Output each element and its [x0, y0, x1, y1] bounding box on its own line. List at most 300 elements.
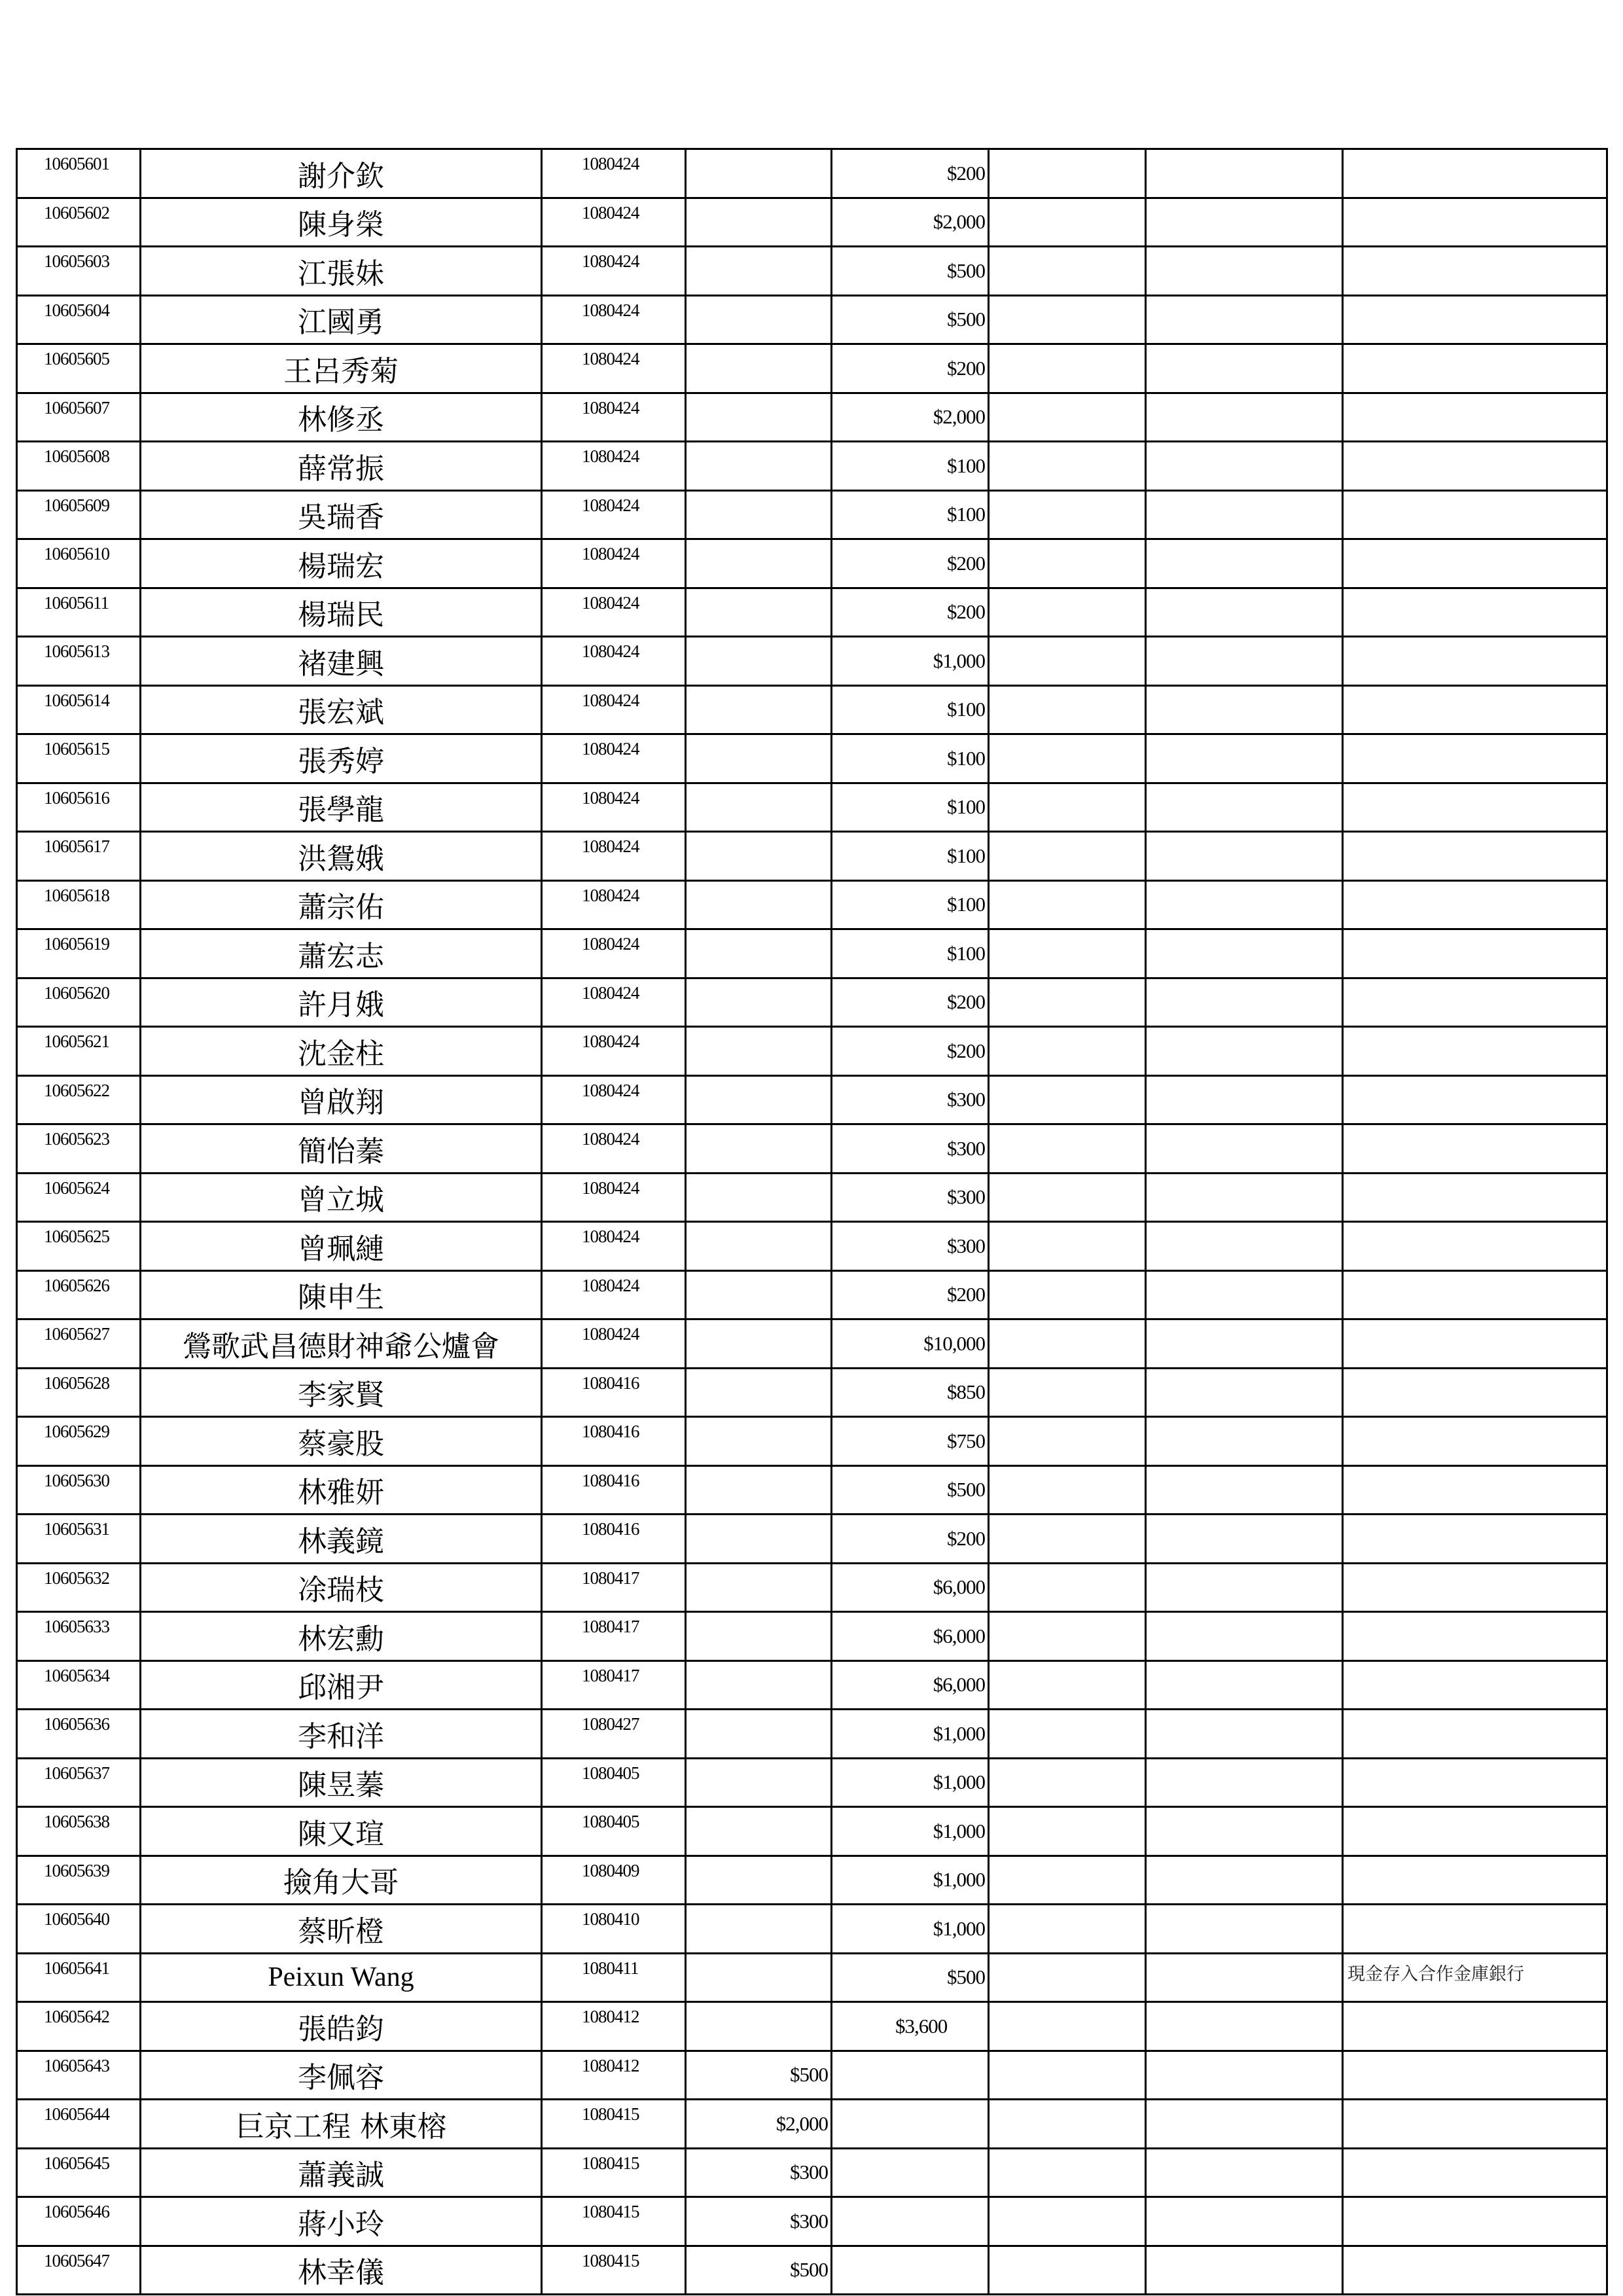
empty-cell	[989, 1465, 1146, 1515]
note-cell	[1343, 2148, 1607, 2197]
date-cell: 1080424	[542, 1173, 686, 1222]
date-cell: 1080424	[542, 198, 686, 247]
amount-b-cell: $200	[832, 588, 989, 637]
empty-cell	[989, 1417, 1146, 1466]
date-cell: 1080424	[542, 978, 686, 1027]
amount-a-cell: $300	[686, 2148, 832, 2197]
note-cell	[1343, 734, 1607, 783]
receipt-number-cell: 10605636	[17, 1710, 141, 1759]
empty-cell	[1146, 1660, 1343, 1710]
donor-name-cell: 蕭宏志	[141, 929, 542, 978]
amount-a-cell: $2,000	[686, 2100, 832, 2149]
empty-cell	[989, 1807, 1146, 1856]
table-row	[17, 2197, 1607, 2246]
donor-name-cell: 林修丞	[141, 393, 542, 442]
note-cell	[1343, 1173, 1607, 1222]
donor-name-cell: 陳身榮	[141, 198, 542, 247]
date-cell: 1080410	[542, 1905, 686, 1954]
note-cell: 現金存入合作金庫銀行	[1343, 1953, 1607, 2002]
empty-cell	[989, 734, 1146, 783]
amount-b-cell: $200	[832, 1027, 989, 1076]
table-row	[17, 1465, 1607, 1515]
empty-cell	[1146, 247, 1343, 296]
ledger-body	[17, 149, 1607, 2295]
amount-a-cell	[686, 1465, 832, 1515]
amount-a-cell	[686, 734, 832, 783]
receipt-number-cell: 10605631	[17, 1515, 141, 1564]
date-cell: 1080424	[542, 490, 686, 539]
donor-name-cell: Peixun Wang	[141, 1953, 542, 2002]
note-cell	[1343, 1807, 1607, 1856]
empty-cell	[989, 1563, 1146, 1612]
date-cell: 1080415	[542, 2148, 686, 2197]
amount-b-cell	[832, 2051, 989, 2100]
empty-cell	[1146, 1075, 1343, 1124]
empty-cell	[989, 2197, 1146, 2246]
table-row	[17, 1124, 1607, 1174]
amount-a-cell	[686, 1758, 832, 1807]
receipt-number-cell: 10605625	[17, 1222, 141, 1271]
amount-b-cell: $200	[832, 539, 989, 588]
empty-cell	[989, 442, 1146, 491]
amount-b-cell: $200	[832, 1270, 989, 1319]
amount-a-cell	[686, 149, 832, 198]
empty-cell	[1146, 393, 1343, 442]
receipt-number-cell: 10605637	[17, 1758, 141, 1807]
empty-cell	[1146, 1905, 1343, 1954]
amount-a-cell	[686, 1905, 832, 1954]
date-cell: 1080415	[542, 2100, 686, 2149]
note-cell	[1343, 1515, 1607, 1564]
receipt-number-cell: 10605643	[17, 2051, 141, 2100]
note-cell	[1343, 1905, 1607, 1954]
empty-cell	[1146, 490, 1343, 539]
date-cell: 1080416	[542, 1368, 686, 1417]
note-cell	[1343, 1660, 1607, 1710]
receipt-number-cell: 10605608	[17, 442, 141, 491]
amount-b-cell: $10,000	[832, 1319, 989, 1369]
date-cell: 1080424	[542, 832, 686, 881]
amount-a-cell	[686, 295, 832, 344]
donor-name-cell: 李佩容	[141, 2051, 542, 2100]
receipt-number-cell: 10605602	[17, 198, 141, 247]
amount-b-cell	[832, 2197, 989, 2246]
table-row	[17, 1660, 1607, 1710]
date-cell: 1080424	[542, 442, 686, 491]
amount-b-cell: $100	[832, 490, 989, 539]
empty-cell	[1146, 832, 1343, 881]
note-cell	[1343, 2100, 1607, 2149]
empty-cell	[1146, 1465, 1343, 1515]
donor-name-cell: 蔡豪股	[141, 1417, 542, 1466]
receipt-number-cell: 10605628	[17, 1368, 141, 1417]
note-cell	[1343, 247, 1607, 296]
donor-name-cell: 林幸儀	[141, 2246, 542, 2295]
amount-a-cell	[686, 929, 832, 978]
donor-name-cell: 楊瑞宏	[141, 539, 542, 588]
table-row	[17, 1173, 1607, 1222]
receipt-number-cell: 10605640	[17, 1905, 141, 1954]
empty-cell	[1146, 442, 1343, 491]
empty-cell	[1146, 1612, 1343, 1661]
amount-b-cell: $1,000	[832, 1758, 989, 1807]
empty-cell	[989, 1270, 1146, 1319]
amount-a-cell	[686, 393, 832, 442]
date-cell: 1080424	[542, 880, 686, 929]
amount-b-cell: $100	[832, 929, 989, 978]
receipt-number-cell: 10605609	[17, 490, 141, 539]
receipt-number-cell: 10605611	[17, 588, 141, 637]
receipt-number-cell: 10605619	[17, 929, 141, 978]
empty-cell	[1146, 1953, 1343, 2002]
receipt-number-cell: 10605605	[17, 344, 141, 393]
note-cell	[1343, 880, 1607, 929]
empty-cell	[1146, 295, 1343, 344]
empty-cell	[1146, 1222, 1343, 1271]
amount-b-cell: $6,000	[832, 1563, 989, 1612]
empty-cell	[1146, 734, 1343, 783]
donor-name-cell: 褚建興	[141, 637, 542, 686]
date-cell: 1080424	[542, 685, 686, 734]
receipt-number-cell: 10605629	[17, 1417, 141, 1466]
receipt-number-cell: 10605603	[17, 247, 141, 296]
table-row	[17, 783, 1607, 832]
amount-a-cell	[686, 490, 832, 539]
donor-name-cell: 蕭義誠	[141, 2148, 542, 2197]
empty-cell	[1146, 344, 1343, 393]
amount-a-cell	[686, 783, 832, 832]
date-cell: 1080417	[542, 1660, 686, 1710]
note-cell	[1343, 344, 1607, 393]
amount-a-cell	[686, 247, 832, 296]
amount-b-cell: $200	[832, 1515, 989, 1564]
amount-a-cell	[686, 539, 832, 588]
donor-name-cell: 李和洋	[141, 1710, 542, 1759]
amount-a-cell	[686, 1563, 832, 1612]
donor-name-cell: 李家賢	[141, 1368, 542, 1417]
date-cell: 1080416	[542, 1417, 686, 1466]
receipt-number-cell: 10605638	[17, 1807, 141, 1856]
amount-b-cell: $100	[832, 685, 989, 734]
amount-a-cell	[686, 1856, 832, 1905]
amount-b-cell: $200	[832, 978, 989, 1027]
date-cell: 1080417	[542, 1612, 686, 1661]
note-cell	[1343, 637, 1607, 686]
donor-name-cell: 鶯歌武昌德財神爺公爐會	[141, 1319, 542, 1369]
note-cell	[1343, 539, 1607, 588]
note-cell	[1343, 1417, 1607, 1466]
amount-b-cell: $1,000	[832, 1905, 989, 1954]
table-row	[17, 247, 1607, 296]
note-cell	[1343, 1124, 1607, 1174]
empty-cell	[989, 1075, 1146, 1124]
amount-b-cell: $200	[832, 344, 989, 393]
empty-cell	[989, 1368, 1146, 1417]
empty-cell	[989, 1856, 1146, 1905]
table-row	[17, 344, 1607, 393]
table-row	[17, 1222, 1607, 1271]
note-cell	[1343, 1465, 1607, 1515]
receipt-number-cell: 10605622	[17, 1075, 141, 1124]
amount-b-cell	[832, 2100, 989, 2149]
date-cell: 1080424	[542, 588, 686, 637]
date-cell: 1080411	[542, 1953, 686, 2002]
donor-name-cell: 王呂秀菊	[141, 344, 542, 393]
note-cell	[1343, 2002, 1607, 2051]
table-row	[17, 880, 1607, 929]
date-cell: 1080424	[542, 1124, 686, 1174]
note-cell	[1343, 1563, 1607, 1612]
table-row	[17, 978, 1607, 1027]
empty-cell	[1146, 1856, 1343, 1905]
receipt-number-cell: 10605639	[17, 1856, 141, 1905]
note-cell	[1343, 490, 1607, 539]
empty-cell	[989, 2051, 1146, 2100]
date-cell: 1080424	[542, 1319, 686, 1369]
amount-b-cell: $3,600	[832, 2002, 989, 2051]
table-row	[17, 1563, 1607, 1612]
empty-cell	[1146, 198, 1343, 247]
date-cell: 1080424	[542, 539, 686, 588]
note-cell	[1343, 783, 1607, 832]
amount-b-cell	[832, 2148, 989, 2197]
table-row	[17, 2148, 1607, 2197]
receipt-number-cell: 10605610	[17, 539, 141, 588]
date-cell: 1080424	[542, 149, 686, 198]
note-cell	[1343, 149, 1607, 198]
empty-cell	[1146, 2148, 1343, 2197]
donor-name-cell: 張皓鈞	[141, 2002, 542, 2051]
amount-a-cell	[686, 1368, 832, 1417]
date-cell: 1080424	[542, 734, 686, 783]
amount-b-cell: $100	[832, 734, 989, 783]
empty-cell	[1146, 1319, 1343, 1369]
amount-b-cell: $750	[832, 1417, 989, 1466]
amount-a-cell	[686, 198, 832, 247]
donor-name-cell: 林義鏡	[141, 1515, 542, 1564]
date-cell: 1080416	[542, 1465, 686, 1515]
amount-a-cell	[686, 1953, 832, 2002]
empty-cell	[989, 637, 1146, 686]
receipt-number-cell: 10605630	[17, 1465, 141, 1515]
donor-name-cell: 曾啟翔	[141, 1075, 542, 1124]
empty-cell	[1146, 2100, 1343, 2149]
date-cell: 1080427	[542, 1710, 686, 1759]
empty-cell	[1146, 1563, 1343, 1612]
note-cell	[1343, 1856, 1607, 1905]
empty-cell	[1146, 685, 1343, 734]
note-cell	[1343, 929, 1607, 978]
donor-name-cell: 許月娥	[141, 978, 542, 1027]
amount-a-cell	[686, 442, 832, 491]
note-cell	[1343, 2197, 1607, 2246]
empty-cell	[1146, 1515, 1343, 1564]
date-cell: 1080405	[542, 1807, 686, 1856]
receipt-number-cell: 10605644	[17, 2100, 141, 2149]
receipt-number-cell: 10605604	[17, 295, 141, 344]
empty-cell	[989, 198, 1146, 247]
note-cell	[1343, 1710, 1607, 1759]
amount-a-cell	[686, 1027, 832, 1076]
empty-cell	[1146, 1417, 1343, 1466]
empty-cell	[989, 685, 1146, 734]
empty-cell	[989, 1612, 1146, 1661]
empty-cell	[989, 1660, 1146, 1710]
amount-b-cell: $1,000	[832, 1807, 989, 1856]
amount-b-cell: $500	[832, 295, 989, 344]
date-cell: 1080417	[542, 1563, 686, 1612]
receipt-number-cell: 10605634	[17, 1660, 141, 1710]
receipt-number-cell: 10605646	[17, 2197, 141, 2246]
amount-b-cell: $100	[832, 783, 989, 832]
note-cell	[1343, 442, 1607, 491]
donor-name-cell: 林宏勳	[141, 1612, 542, 1661]
amount-a-cell	[686, 832, 832, 881]
donor-name-cell: 蔣小玲	[141, 2197, 542, 2246]
table-row	[17, 1417, 1607, 1466]
table-row	[17, 685, 1607, 734]
donor-name-cell: 洪鴛娥	[141, 832, 542, 881]
date-cell: 1080409	[542, 1856, 686, 1905]
note-cell	[1343, 2051, 1607, 2100]
donor-name-cell: 沈金柱	[141, 1027, 542, 1076]
table-row	[17, 637, 1607, 686]
empty-cell	[1146, 880, 1343, 929]
empty-cell	[1146, 1270, 1343, 1319]
table-row	[17, 2002, 1607, 2051]
receipt-number-cell: 10605621	[17, 1027, 141, 1076]
amount-a-cell	[686, 1173, 832, 1222]
empty-cell	[989, 295, 1146, 344]
empty-cell	[989, 1710, 1146, 1759]
amount-a-cell	[686, 1515, 832, 1564]
date-cell: 1080424	[542, 344, 686, 393]
receipt-number-cell: 10605601	[17, 149, 141, 198]
donor-name-cell: 薛常振	[141, 442, 542, 491]
empty-cell	[989, 832, 1146, 881]
receipt-number-cell: 10605633	[17, 1612, 141, 1661]
donor-name-cell: 撿角大哥	[141, 1856, 542, 1905]
date-cell: 1080424	[542, 295, 686, 344]
amount-b-cell: $100	[832, 442, 989, 491]
table-row	[17, 539, 1607, 588]
table-row	[17, 1807, 1607, 1856]
note-cell	[1343, 2246, 1607, 2295]
receipt-number-cell: 10605615	[17, 734, 141, 783]
note-cell	[1343, 1319, 1607, 1369]
empty-cell	[1146, 1124, 1343, 1174]
donor-name-cell: 凃瑞枝	[141, 1563, 542, 1612]
amount-b-cell: $100	[832, 880, 989, 929]
table-row	[17, 1856, 1607, 1905]
receipt-number-cell: 10605617	[17, 832, 141, 881]
amount-a-cell	[686, 2002, 832, 2051]
date-cell: 1080424	[542, 783, 686, 832]
empty-cell	[1146, 1807, 1343, 1856]
note-cell	[1343, 393, 1607, 442]
empty-cell	[989, 1905, 1146, 1954]
empty-cell	[989, 490, 1146, 539]
note-cell	[1343, 1368, 1607, 1417]
empty-cell	[989, 978, 1146, 1027]
date-cell: 1080416	[542, 1515, 686, 1564]
empty-cell	[989, 1173, 1146, 1222]
receipt-number-cell: 10605645	[17, 2148, 141, 2197]
donor-name-cell: 楊瑞民	[141, 588, 542, 637]
donor-name-cell: 林雅妍	[141, 1465, 542, 1515]
amount-a-cell	[686, 1710, 832, 1759]
receipt-number-cell: 10605626	[17, 1270, 141, 1319]
amount-a-cell	[686, 1612, 832, 1661]
date-cell: 1080412	[542, 2002, 686, 2051]
empty-cell	[989, 880, 1146, 929]
note-cell	[1343, 685, 1607, 734]
empty-cell	[1146, 1758, 1343, 1807]
empty-cell	[1146, 1368, 1343, 1417]
empty-cell	[989, 588, 1146, 637]
donor-name-cell: 張秀婷	[141, 734, 542, 783]
amount-b-cell: $300	[832, 1124, 989, 1174]
amount-a-cell	[686, 1222, 832, 1271]
note-cell	[1343, 198, 1607, 247]
receipt-number-cell: 10605613	[17, 637, 141, 686]
table-row	[17, 198, 1607, 247]
note-cell	[1343, 1027, 1607, 1076]
amount-a-cell	[686, 1270, 832, 1319]
table-row	[17, 2246, 1607, 2295]
donation-ledger-table	[16, 148, 1608, 2295]
empty-cell	[1146, 1710, 1343, 1759]
table-row	[17, 295, 1607, 344]
table-row	[17, 2051, 1607, 2100]
table-row	[17, 1270, 1607, 1319]
table-row	[17, 1368, 1607, 1417]
receipt-number-cell: 10605627	[17, 1319, 141, 1369]
date-cell: 1080424	[542, 637, 686, 686]
note-cell	[1343, 1075, 1607, 1124]
table-row	[17, 1319, 1607, 1369]
donor-name-cell: 蔡昕橙	[141, 1905, 542, 1954]
note-cell	[1343, 978, 1607, 1027]
empty-cell	[1146, 588, 1343, 637]
donor-name-cell: 簡怡蓁	[141, 1124, 542, 1174]
amount-a-cell	[686, 1660, 832, 1710]
donor-name-cell: 吳瑞香	[141, 490, 542, 539]
receipt-number-cell: 10605607	[17, 393, 141, 442]
note-cell	[1343, 295, 1607, 344]
amount-b-cell: $2,000	[832, 198, 989, 247]
receipt-number-cell: 10605620	[17, 978, 141, 1027]
donor-name-cell: 陳申生	[141, 1270, 542, 1319]
receipt-number-cell: 10605618	[17, 880, 141, 929]
table-row	[17, 149, 1607, 198]
amount-b-cell: $100	[832, 832, 989, 881]
table-row	[17, 588, 1607, 637]
amount-a-cell	[686, 1075, 832, 1124]
empty-cell	[989, 783, 1146, 832]
note-cell	[1343, 588, 1607, 637]
donor-name-cell: 陳昱蓁	[141, 1758, 542, 1807]
amount-b-cell: $500	[832, 1465, 989, 1515]
empty-cell	[1146, 637, 1343, 686]
table-row	[17, 929, 1607, 978]
empty-cell	[989, 149, 1146, 198]
empty-cell	[989, 1515, 1146, 1564]
empty-cell	[989, 1124, 1146, 1174]
receipt-number-cell: 10605632	[17, 1563, 141, 1612]
amount-a-cell	[686, 1807, 832, 1856]
table-row	[17, 832, 1607, 881]
